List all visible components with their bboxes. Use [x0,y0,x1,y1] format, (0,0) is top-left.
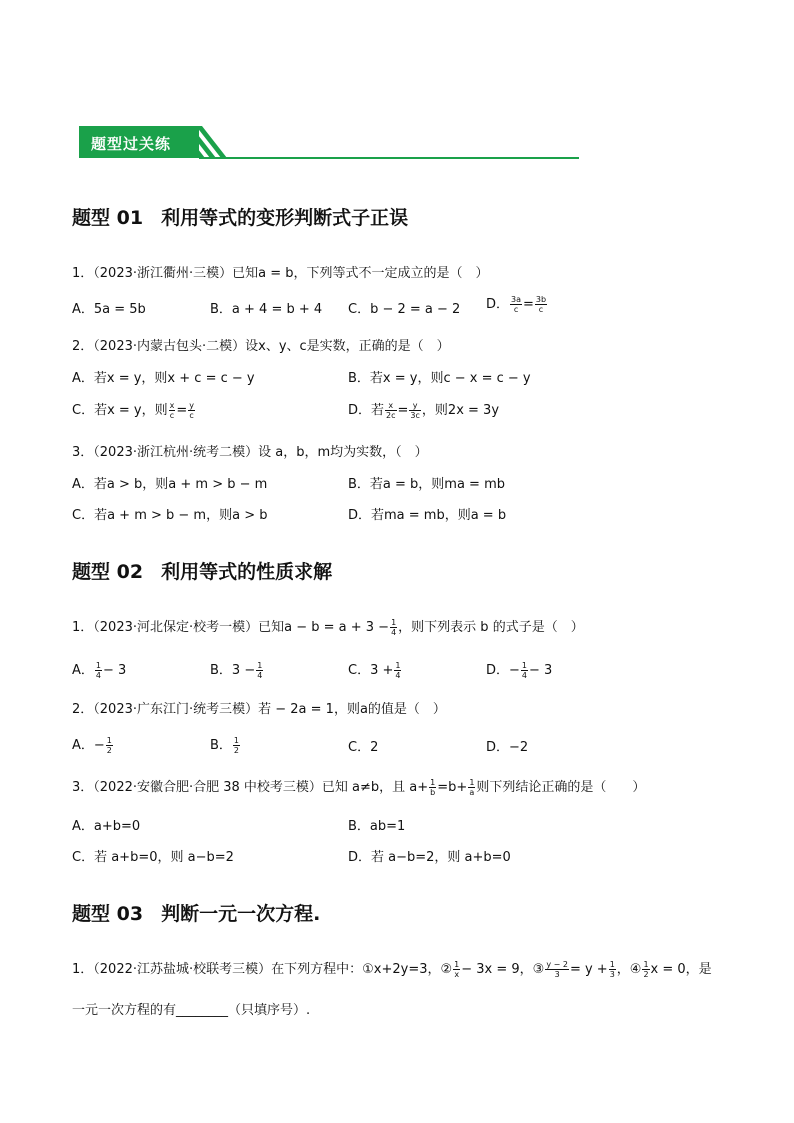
question-stem-line-2: 一元一次方程的有________（只填序号）. [72,1003,311,1018]
option-c: C．2 [348,740,379,755]
option-d: D．− $\frac{1}{4}$ − 3 [486,661,553,680]
option-a: A． $\frac{1}{4}$ − 3 [72,661,127,680]
question-stem: 3．（2022·安徽合肥·合肥 38 中校考三模）已知 a≠b，且 a+ $\frac{1}{b}$ =b+ $\frac{1}{a}$ 则下列结论正确的是（ ） [72,778,646,797]
option-d: D．若 $\frac{x}{2c}$ = $\frac{y}{3c}$ ，则2x = 3y [348,401,500,420]
section-heading-2 [72,557,332,584]
question-stem: 1．（2023·浙江衢州·三模）已知a = b，下列等式不一定成立的是（ ） [72,266,489,281]
section-title: 利用等式的变形判断式子正误 [161,207,409,229]
option-c: C．若 a+b=0，则 a−b=2 [72,850,234,865]
option-c: C．若a + m > b − m，则a > b [72,508,268,523]
section-heading-3 [72,899,320,926]
option-b: B． $\frac{1}{2}$ [210,736,240,755]
section-heading-1 [72,203,408,230]
option-a: A．若x = y，则x + c = c − y [72,371,255,386]
banner-underline [199,157,579,159]
question-stem: 2．（2023·广东江门·统考三模）若 − 2a = 1，则a的值是（ ） [72,702,446,717]
option-b: B．a + 4 = b + 4 [210,302,323,317]
option-b: B．ab=1 [348,819,406,834]
option-b: B．若x = y，则c − x = c − y [348,371,531,386]
option-c: C．b − 2 = a − 2 [348,302,461,317]
option-d: D．若ma = mb，则a = b [348,508,507,523]
option-d: D． $\frac{3a}{c}$ = $\frac{3b}{c}$ [486,295,547,314]
section-banner [79,126,579,160]
option-d: D．若 a−b=2，则 a+b=0 [348,850,511,865]
option-a: A．5a = 5b [72,302,146,317]
option-b: B．若a = b，则ma = mb [348,477,505,492]
question-stem: 1．（2023·河北保定·校考一模）已知a − b = a + 3 − $\frac{1}{4}$ ，则下列表示 b 的式子是（ ） [72,618,584,637]
question-stem: 3．（2023·浙江杭州·统考二模）设 a，b，m均为实数，（ ） [72,445,428,460]
section-prefix: 题型 02 [72,561,144,583]
banner-label: 题型过关练 [91,135,172,153]
option-d: D．−2 [486,740,529,755]
option-c: C．3 + $\frac{1}{4}$ [348,661,401,680]
option-b: B．3 − $\frac{1}{4}$ [210,661,263,680]
section-prefix: 题型 01 [72,207,144,229]
option-a: A．a+b=0 [72,819,141,834]
option-c: C．若x = y，则 $\frac{x}{c}$ = $\frac{y}{c}$ [72,401,194,420]
option-a: A．若a > b，则a + m > b − m [72,477,268,492]
section-title: 利用等式的性质求解 [161,561,333,583]
option-a: A．− $\frac{1}{2}$ [72,736,112,755]
section-prefix: 题型 03 [72,903,144,925]
question-stem: 2．（2023·内蒙古包头·二模）设x、y、c是实数，正确的是（ ） [72,339,450,354]
question-stem: 1．（2022·江苏盐城·校联考三模）在下列方程中：①x+2y=3，② $\frac{1}{x}$ − 3x = 9，③ $\frac{y - 2}{3}$ = y + $\frac{1}{3}$ ，④ $\frac{1}{2}$ x = 0，是 [72,960,712,979]
section-title: 判断一元一次方程. [161,903,321,925]
